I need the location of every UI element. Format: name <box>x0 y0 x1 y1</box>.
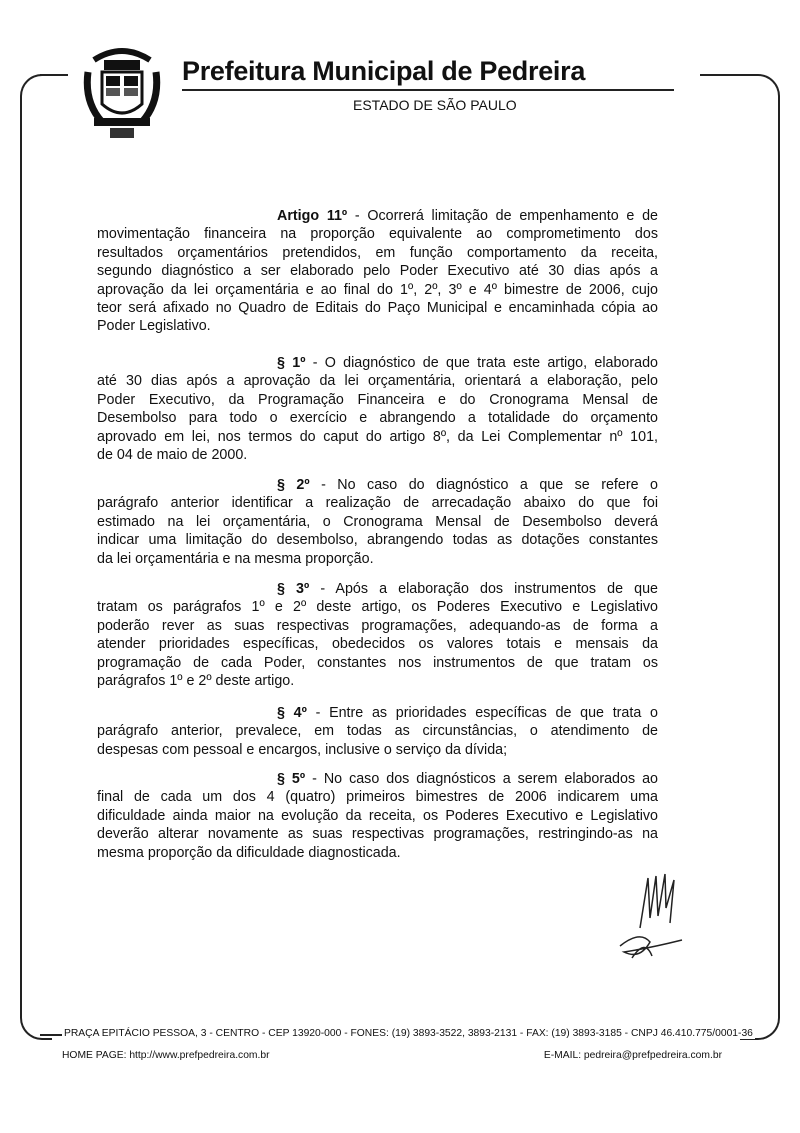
text-line <box>97 409 658 427</box>
text-line <box>97 550 658 568</box>
text-line <box>97 704 658 722</box>
page-subtitle: ESTADO DE SÃO PAULO <box>353 97 517 113</box>
text-line <box>97 531 658 549</box>
paragraph-heading: § 1º <box>277 355 306 371</box>
line-text: mesma proporção da dificuldade diagnosticada. <box>97 844 401 861</box>
line-text: dificuldade ainda maior na evolução da receita, os Poderes Executivo e Legislativo <box>97 807 658 824</box>
paragraph <box>97 354 658 464</box>
text-line <box>97 825 658 843</box>
line-text: segundo diagnóstico a ser elaborado pelo Poder Executivo até 30 dias após a <box>97 263 658 280</box>
text-line <box>97 654 658 672</box>
text-line <box>97 635 658 653</box>
line-text: despesas com pessoal e encargos, inclusive o serviço da dívida; <box>97 741 508 758</box>
text-line <box>97 262 658 280</box>
paragraph <box>97 770 658 862</box>
text-line <box>97 617 658 635</box>
text-line <box>97 281 658 299</box>
text-line <box>97 494 658 512</box>
line-text: indicar uma limitação do desembolso, abrangendo todas as dotações constantes <box>97 532 658 549</box>
text-line <box>97 244 658 262</box>
text-line <box>97 299 658 317</box>
text-line <box>97 770 658 788</box>
line-text: atender prioridades específicas, obedecidos os valores totais e mensais da <box>97 636 658 653</box>
line-text: - O diagnóstico de que trata este artigo, elaborado <box>305 355 658 371</box>
footer-address: PRAÇA EPITÁCIO PESSOA, 3 - CENTRO - CEP 13920-000 - FONES: (19) 3893-3522, 3893-2131 - FAX: (19) 3893-3185 - CNPJ 46.410.775/0001-36 <box>64 1028 753 1039</box>
line-text: parágrafos 1º e 2º deste artigo. <box>97 673 295 690</box>
page-title: Prefeitura Municipal de Pedreira <box>182 56 586 86</box>
line-text: deverão alterar novamente as suas respectivas programações, restringindo-as na <box>97 826 658 843</box>
line-text: aprovação da lei orçamentária e ao final do 1º, 2º, 3º e 4º bimestre de 2006, cujo <box>97 281 658 298</box>
line-text: de 04 de maio de 2000. <box>97 447 248 464</box>
paragraph <box>97 207 658 336</box>
text-line <box>97 372 658 390</box>
text-line <box>97 476 658 494</box>
line-text: programação de cada Poder, constantes nos instrumentos de que tratam os <box>97 654 658 671</box>
coat-of-arms-logo <box>82 42 162 142</box>
line-text: movimentação financeira na proporção equivalente ao comprometimento dos <box>97 226 658 243</box>
text-line <box>97 807 658 825</box>
line-text: parágrafo anterior, prevalece, em todas as circunstâncias, o atendimento de <box>97 723 658 740</box>
paragraph-heading: § 2º <box>277 477 310 493</box>
paragraph <box>97 704 658 759</box>
text-line <box>97 741 658 759</box>
text-line <box>97 207 658 225</box>
paragraph-heading: § 3º <box>277 581 310 597</box>
line-text: aprovado em lei, nos termos do caput do artigo 8º, da Lei Complementar nº 101, <box>97 428 658 445</box>
line-text: final de cada um dos 4 (quatro) primeiros bimestres de 2006 indicarem uma <box>97 789 658 806</box>
paragraph <box>97 476 658 568</box>
text-line <box>97 354 658 372</box>
paragraph-heading: § 5º <box>277 771 306 787</box>
line-text: Poder Legislativo. <box>97 318 211 335</box>
text-line <box>97 580 658 598</box>
text-line <box>97 844 658 862</box>
line-text: - Ocorrerá limitação de empenhamento e de <box>347 208 658 224</box>
line-text: da lei orçamentária e na mesma proporção. <box>97 550 374 567</box>
text-line <box>97 722 658 740</box>
paragraph-heading: Artigo 11º <box>277 208 348 224</box>
text-line <box>97 391 658 409</box>
line-text: - No caso dos diagnósticos a serem elaborados ao <box>305 771 658 787</box>
line-text: até 30 dias após a aprovação da lei orçamentária, orientará a elaboração, pelo <box>97 373 658 390</box>
text-line <box>97 513 658 531</box>
line-text: - Entre as prioridades específicas de que trata o <box>306 705 658 721</box>
line-text: poderão rever as suas respectivas programações, adequando-as de forma a <box>97 617 658 634</box>
line-text: tratam os parágrafos 1º e 2º deste artigo, os Poderes Executivo e Legislativo <box>97 599 658 616</box>
title-underline <box>182 89 674 91</box>
text-line <box>97 788 658 806</box>
line-text: estimado na lei orçamentária, o Cronograma Mensal de Desembolso deverá <box>97 513 658 530</box>
paragraph-heading: § 4º <box>277 705 307 721</box>
page-frame-right <box>738 74 780 1040</box>
footer-homepage: HOME PAGE: http://www.prefpedreira.com.br <box>62 1050 270 1061</box>
text-line <box>97 225 658 243</box>
text-line <box>97 428 658 446</box>
line-text: Desembolso para todo o exercício e abrangendo a totalidade do orçamento <box>97 410 658 427</box>
text-line <box>97 317 658 335</box>
line-text: resultados orçamentários pretendidos, em função comportamento da receita, <box>97 244 658 261</box>
text-line <box>97 598 658 616</box>
text-line <box>97 446 658 464</box>
paragraph <box>97 580 658 690</box>
signature <box>610 868 700 968</box>
line-text: - No caso do diagnóstico a que se refere o <box>309 477 658 493</box>
text-line <box>97 672 658 690</box>
page-frame-left <box>20 74 52 1040</box>
line-text: parágrafo anterior identificar a realização de arrecadação abaixo do que foi <box>97 495 658 512</box>
line-text: - Após a elaboração dos instrumentos de que <box>309 581 658 597</box>
line-text: Poder Executivo, da Programação Financeira e do Cronograma Mensal de <box>97 391 658 408</box>
line-text: teor será afixado no Quadro de Editais do Paço Municipal e encaminhada cópia ao <box>97 300 658 317</box>
footer-email: E-MAIL: pedreira@prefpedreira.com.br <box>543 1050 722 1061</box>
